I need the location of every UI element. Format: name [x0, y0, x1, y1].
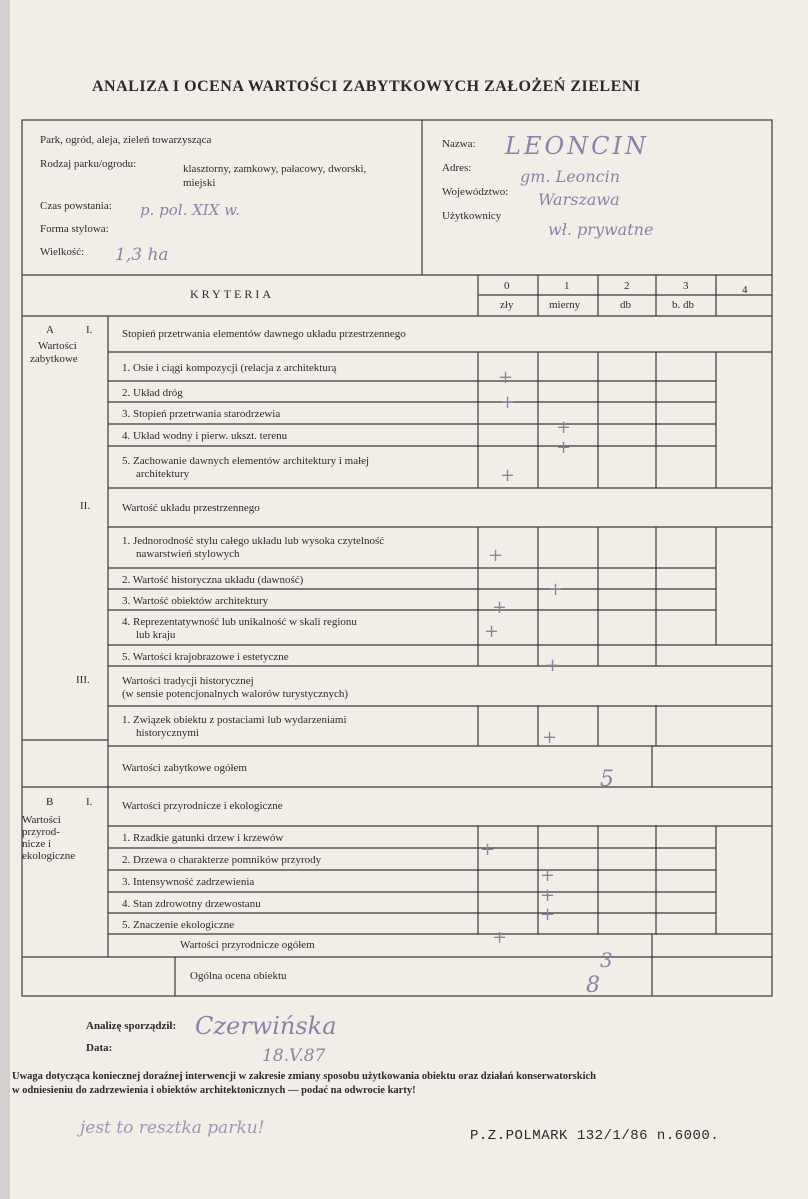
- group-a2-title: Wartość układu przestrzennego: [122, 502, 260, 514]
- section-a-heading-1: Wartości: [38, 340, 77, 352]
- a2-item-4-line1: 4. Reprezentatywność lub unikalność w skali regionu: [122, 616, 357, 628]
- a1-item-3: 3. Stopień przetrwania starodrzewia: [122, 408, 281, 420]
- scale-3-num: 3: [683, 280, 689, 292]
- a3-item-1-line2: historycznymi: [136, 727, 199, 739]
- adres-handwriting: gm. Leoncin: [520, 167, 620, 186]
- a1-item-2: 2. Układ dróg: [122, 387, 183, 399]
- mark-a2-3: +: [492, 597, 508, 618]
- date-handwriting: 18.V.87: [262, 1046, 326, 1066]
- author-handwriting: Czerwińska: [195, 1012, 337, 1040]
- uwaga-line-2: w odniesieniu do zadrzewienia i obiektów architektonicznych — podać na odwrocie karty!: [12, 1085, 416, 1096]
- a2-item-1-line2: nawarstwień stylowych: [136, 548, 240, 560]
- section-b-heading-1: Wartości: [22, 814, 61, 826]
- a2-item-1-line1: 1. Jednorodność stylu całego układu lub wysoka czytelność: [122, 535, 385, 547]
- a1-item-4: 4. Układ wodny i pierw. ukszt. terenu: [122, 430, 288, 442]
- mark-a2-5: +: [545, 655, 561, 676]
- scale-4-num: 4: [742, 284, 748, 296]
- uwaga-line-1: Uwaga dotycząca koniecznej doraźnej interwencji w zakresie zmiany sposobu użytkowania obiektu oraz działań konserwatorskich: [12, 1071, 596, 1082]
- b1-item-3: 3. Intensywność zadrzewienia: [122, 876, 255, 888]
- mark-a1-5: +: [500, 465, 516, 486]
- a1-item-1: 1. Osie i ciągi kompozycji (relacja z architekturą: [122, 362, 337, 374]
- rodzaj-label: Rodzaj parku/ogrodu:: [40, 158, 137, 170]
- wojewodztwo-handwriting: Warszawa: [538, 190, 620, 209]
- nazwa-handwriting: LEONCIN: [505, 132, 649, 160]
- a2-item-5: 5. Wartości krajobrazowe i estetyczne: [122, 651, 289, 663]
- group-a3-title: Wartości tradycji historycznej: [122, 675, 254, 687]
- scale-1-label: mierny: [549, 299, 581, 311]
- rodzaj-options-1: klasztorny, zamkowy, pałacowy, dworski,: [183, 163, 367, 175]
- section-a-total-label: Wartości zabytkowe ogółem: [122, 762, 247, 774]
- rodzaj-options-2: miejski: [183, 177, 216, 189]
- mark-a1-2: +: [500, 392, 516, 413]
- mark-a1-3: +: [556, 417, 572, 438]
- overall-label: Ogólna ocena obiektu: [190, 970, 287, 982]
- mark-b1-4: +: [540, 904, 556, 925]
- wielkosc-handwriting: 1,3 ha: [115, 245, 169, 265]
- a2-item-4-line2: lub kraju: [136, 629, 176, 641]
- section-a-group-1-roman: I.: [86, 324, 93, 336]
- section-b-letter: B: [46, 796, 54, 808]
- a2-item-2: 2. Wartość historyczna układu (dawność): [122, 574, 304, 586]
- park-type-label: Park, ogród, aleja, zieleń towarzysząca: [40, 134, 212, 146]
- a3-item-1-line1: 1. Związek obiektu z postaciami lub wydarzeniami: [122, 714, 347, 726]
- mark-a1-1: +: [498, 367, 514, 388]
- scale-2-label: db: [620, 299, 631, 311]
- wojewodztwo-label: Województwo:: [442, 186, 509, 198]
- section-a-letter: A: [46, 324, 54, 336]
- forma-label: Forma stylowa:: [40, 223, 109, 235]
- section-b-heading-3: nicze i: [22, 838, 52, 850]
- mark-a2-4: +: [484, 621, 500, 642]
- nazwa-label: Nazwa:: [442, 138, 476, 150]
- adres-label: Adres:: [442, 162, 472, 174]
- b1-item-2: 2. Drzewa o charakterze pomników przyrody: [122, 854, 322, 866]
- scale-1-num: 1: [564, 280, 570, 292]
- data-label: Data:: [86, 1042, 113, 1054]
- a2-item-3: 3. Wartość obiektów architektury: [122, 595, 269, 607]
- mark-b1-1: +: [480, 839, 496, 860]
- section-a-group-2-roman: II.: [80, 500, 91, 512]
- printer-mark: P.Z.POLMARK 132/1/86 n.6000.: [470, 1128, 720, 1144]
- mark-b1-3: +: [540, 885, 556, 906]
- section-b-heading-4: ekologiczne: [22, 850, 76, 862]
- section-a-group-3-roman: III.: [76, 674, 90, 686]
- a1-item-5-line1: 5. Zachowanie dawnych elementów architektury i małej: [122, 455, 370, 467]
- group-a3-title-line2: (w sensie potencjonalnych walorów turystycznych): [122, 688, 349, 700]
- wielkosc-label: Wielkość:: [40, 246, 85, 258]
- b1-item-1: 1. Rzadkie gatunki drzew i krzewów: [122, 832, 284, 844]
- uzytkownicy-label: Użytkownicy: [442, 210, 502, 222]
- mark-a3-1: +: [542, 727, 558, 748]
- mark-a2-1: +: [488, 545, 504, 566]
- group-a1-title: Stopień przetrwania elementów dawnego układu przestrzennego: [122, 328, 406, 340]
- czas-label: Czas powstania:: [40, 200, 112, 212]
- section-a-heading-2: zabytkowe: [30, 353, 78, 365]
- scale-0-num: 0: [504, 280, 510, 292]
- a1-item-5-line2: architektury: [136, 468, 190, 480]
- criteria-header: KRYTERIA: [190, 287, 274, 301]
- total-b-handwriting: 3: [600, 948, 613, 972]
- mark-b1-5: +: [492, 927, 508, 948]
- section-b-total-label: Wartości przyrodnicze ogółem: [180, 939, 315, 951]
- note-handwriting: jest to resztka parku!: [80, 1118, 265, 1138]
- b1-item-5: 5. Znaczenie ekologiczne: [122, 919, 235, 931]
- mark-a1-4: +: [556, 437, 572, 458]
- scale-3-label: b. db: [672, 299, 694, 311]
- form-title: ANALIZA I OCENA WARTOŚCI ZABYTKOWYCH ZAŁOŻEŃ ZIELENI: [92, 78, 641, 95]
- section-b-heading-2: przyrod-: [22, 826, 60, 838]
- b1-item-4: 4. Stan zdrowotny drzewostanu: [122, 898, 261, 910]
- scale-0-label: zły: [500, 299, 514, 311]
- mark-a2-2: +: [548, 579, 564, 600]
- group-b1-title: Wartości przyrodnicze i ekologiczne: [122, 800, 283, 812]
- total-a-handwriting: 5: [600, 767, 614, 792]
- uzytkownicy-handwriting: wł. prywatne: [548, 220, 654, 239]
- scale-2-num: 2: [624, 280, 630, 292]
- overall-handwriting: 8: [586, 973, 600, 998]
- mark-b1-2: +: [540, 865, 556, 886]
- section-b-group-1-roman: I.: [86, 796, 93, 808]
- analiza-label: Analizę sporządził:: [86, 1020, 177, 1032]
- czas-handwriting: p. pol. XIX w.: [140, 201, 240, 219]
